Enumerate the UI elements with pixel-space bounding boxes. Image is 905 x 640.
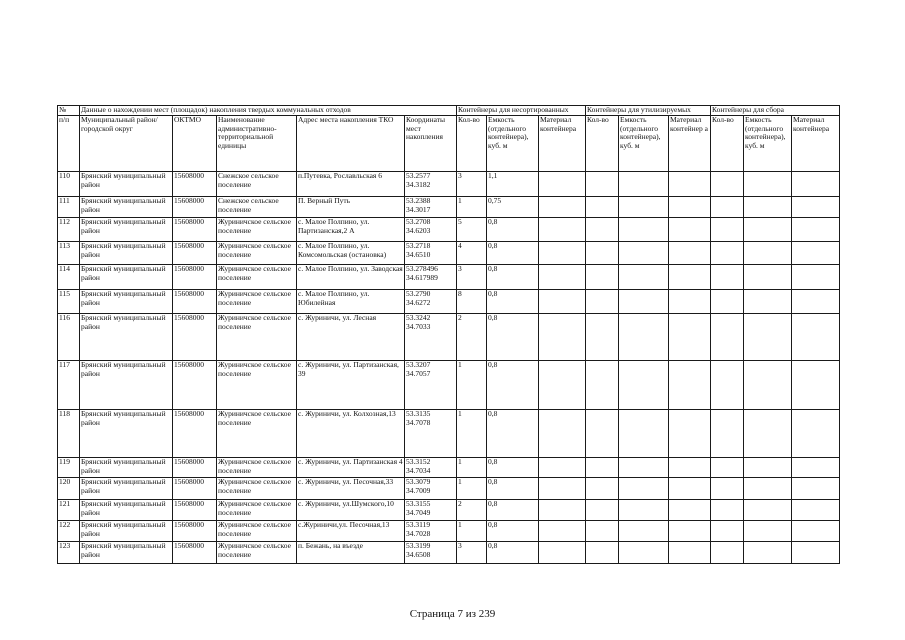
cell-material-recycle: [669, 521, 711, 542]
cell-material-recycle: [669, 242, 711, 265]
cell-qty-recycle: [586, 542, 619, 564]
cell-volume-recycle: [619, 410, 669, 458]
cell-qty: 1: [457, 478, 487, 500]
cell-coords: [405, 218, 457, 242]
cell-oktmo: 15608000: [173, 242, 217, 265]
cell-num: 123: [58, 542, 80, 564]
cell-district: Брянский муниципальный район: [80, 500, 173, 521]
cell-volume: 0,8: [487, 410, 539, 458]
cell-material-collect: [792, 314, 840, 361]
table-column-header-row: [58, 116, 840, 172]
col-header-material-recycle: Материал контейнер а: [669, 116, 711, 172]
cell-qty-collect: [711, 242, 744, 265]
col-header-material-unsorted: Материал контейнера: [539, 116, 586, 172]
col-header-coords: Координаты мест накопления: [405, 116, 457, 172]
cell-coords: [405, 290, 457, 314]
latitude: 53.3135: [406, 409, 431, 418]
cell-oktmo: 15608000: [173, 314, 217, 361]
cell-volume-recycle: [619, 542, 669, 564]
cell-qty: 1: [457, 361, 487, 410]
cell-material-recycle: [669, 290, 711, 314]
cell-num: 116: [58, 314, 80, 361]
cell-coords: [405, 542, 457, 564]
latitude: 53.2718: [406, 241, 431, 250]
group-header-recycle-containers: Контейнеры для утилизируемых: [586, 106, 711, 116]
cell-qty: 1: [457, 410, 487, 458]
latitude: 53.3199: [406, 541, 431, 550]
cell-oktmo: 15608000: [173, 265, 217, 290]
cell-volume: 0,8: [487, 500, 539, 521]
cell-qty-collect: [711, 542, 744, 564]
cell-qty-collect: [711, 197, 744, 218]
cell-material-collect: [792, 265, 840, 290]
waste-sites-table: [57, 105, 840, 564]
cell-oktmo: 15608000: [173, 172, 217, 197]
cell-address: с. Журиничи, ул. Лесная: [297, 314, 405, 361]
cell-qty: 3: [457, 265, 487, 290]
col-header-volume-unsorted: Емкость (отдельного контейнера), куб. м: [487, 116, 539, 172]
longitude: 34.3017: [406, 204, 431, 214]
cell-district: Брянский муниципальный район: [80, 218, 173, 242]
cell-settlement: Журиничское сельское поселение: [217, 242, 297, 265]
cell-num: 112: [58, 218, 80, 242]
cell-qty: 1: [457, 197, 487, 218]
cell-num: 120: [58, 478, 80, 500]
longitude: 34.6510: [406, 249, 431, 259]
col-header-district: Муниципальный район/городской округ: [80, 116, 173, 172]
table-row: [58, 410, 840, 458]
cell-address: с. Малое Полпино, ул. Юбилейная: [297, 290, 405, 314]
cell-district: Брянский муниципальный район: [80, 197, 173, 218]
cell-oktmo: 15608000: [173, 478, 217, 500]
group-header-unsorted-containers: Контейнеры для несортированных: [457, 106, 586, 116]
col-header-volume-collect: Емкость (отдельного контейнера), куб. м: [744, 116, 792, 172]
cell-volume-recycle: [619, 314, 669, 361]
cell-qty-recycle: [586, 314, 619, 361]
cell-volume-collect: [744, 314, 792, 361]
cell-material-collect: [792, 290, 840, 314]
cell-material: [539, 410, 586, 458]
latitude: 53.3119: [406, 520, 431, 529]
cell-volume-collect: [744, 410, 792, 458]
cell-qty: 2: [457, 500, 487, 521]
cell-material-collect: [792, 218, 840, 242]
cell-volume-collect: [744, 172, 792, 197]
longitude: 34.6272: [406, 297, 431, 307]
cell-num: 119: [58, 458, 80, 478]
cell-qty: 3: [457, 172, 487, 197]
cell-qty-collect: [711, 521, 744, 542]
cell-material-recycle: [669, 500, 711, 521]
cell-qty: 2: [457, 314, 487, 361]
cell-qty-collect: [711, 314, 744, 361]
cell-num: 115: [58, 290, 80, 314]
col-header-settlement: Наименование административно-территориальной единицы: [217, 116, 297, 172]
cell-volume: 0,8: [487, 478, 539, 500]
cell-num: 121: [58, 500, 80, 521]
table-row: [58, 265, 840, 290]
cell-volume: 0,8: [487, 458, 539, 478]
cell-qty-recycle: [586, 521, 619, 542]
cell-settlement: Журиничское сельское поселение: [217, 314, 297, 361]
cell-material: [539, 314, 586, 361]
cell-volume-recycle: [619, 218, 669, 242]
cell-settlement: Журиничское сельское поселение: [217, 265, 297, 290]
cell-volume-collect: [744, 265, 792, 290]
cell-district: Брянский муниципальный район: [80, 361, 173, 410]
cell-settlement: Журиничское сельское поселение: [217, 410, 297, 458]
cell-address: с. Малое Полпино, ул. Партизанская,2 А: [297, 218, 405, 242]
cell-settlement: Журиничское сельское поселение: [217, 521, 297, 542]
cell-qty-collect: [711, 500, 744, 521]
col-header-material-collect: Материал контейнера: [792, 116, 840, 172]
cell-oktmo: 15608000: [173, 197, 217, 218]
cell-qty-recycle: [586, 361, 619, 410]
cell-address: с. Журиничи, ул. Партизанская 4: [297, 458, 405, 478]
cell-material: [539, 242, 586, 265]
cell-volume-collect: [744, 500, 792, 521]
cell-material-collect: [792, 542, 840, 564]
cell-num: 114: [58, 265, 80, 290]
cell-material-recycle: [669, 197, 711, 218]
cell-district: Брянский муниципальный район: [80, 290, 173, 314]
cell-settlement: Журиничское сельское поселение: [217, 290, 297, 314]
cell-num: 110: [58, 172, 80, 197]
cell-coords: [405, 314, 457, 361]
cell-material: [539, 197, 586, 218]
group-header-site-info: Данные о нахождении мест (площадок) накопления твердых коммунальных отходов: [80, 106, 457, 116]
cell-volume-recycle: [619, 500, 669, 521]
cell-oktmo: 15608000: [173, 521, 217, 542]
cell-coords: [405, 197, 457, 218]
cell-material-collect: [792, 172, 840, 197]
latitude: 53.3155: [406, 499, 431, 508]
longitude: 34.6508: [406, 549, 431, 559]
table-row: [58, 197, 840, 218]
cell-qty-recycle: [586, 265, 619, 290]
longitude: 34.7078: [406, 417, 431, 427]
longitude: 34.7033: [406, 321, 431, 331]
cell-material-collect: [792, 500, 840, 521]
latitude: 53.2790: [406, 289, 431, 298]
cell-settlement: Журиничское сельское поселение: [217, 218, 297, 242]
longitude: 34.3182: [406, 179, 431, 189]
cell-oktmo: 15608000: [173, 500, 217, 521]
latitude: 53.278496: [406, 264, 438, 273]
cell-qty: 1: [457, 458, 487, 478]
latitude: 53.3207: [406, 360, 431, 369]
col-header-oktmo: ОКТМО: [173, 116, 217, 172]
cell-qty-collect: [711, 478, 744, 500]
cell-num: 111: [58, 197, 80, 218]
cell-num: 122: [58, 521, 80, 542]
latitude: 53.2708: [406, 217, 431, 226]
cell-oktmo: 15608000: [173, 218, 217, 242]
cell-volume-recycle: [619, 265, 669, 290]
cell-settlement: Снежское сельское поселение: [217, 172, 297, 197]
cell-settlement: Журиничское сельское поселение: [217, 458, 297, 478]
cell-address: с. Журиничи, ул. Партизанская, 39: [297, 361, 405, 410]
cell-oktmo: 15608000: [173, 361, 217, 410]
cell-district: Брянский муниципальный район: [80, 410, 173, 458]
cell-num: 118: [58, 410, 80, 458]
cell-volume-collect: [744, 361, 792, 410]
latitude: 53.2577: [406, 171, 431, 180]
col-header-qty-recycle: Кол-во: [586, 116, 619, 172]
cell-volume: 0,8: [487, 265, 539, 290]
cell-volume: 0,8: [487, 242, 539, 265]
cell-qty-recycle: [586, 410, 619, 458]
page-number: Страница 7 из 239: [409, 608, 496, 620]
cell-address: п. Бежань, на въезде: [297, 542, 405, 564]
table-row: [58, 521, 840, 542]
cell-volume-collect: [744, 290, 792, 314]
cell-qty-recycle: [586, 458, 619, 478]
col-header-num: п/п: [58, 116, 80, 172]
cell-volume-recycle: [619, 458, 669, 478]
cell-oktmo: 15608000: [173, 290, 217, 314]
longitude: 34.7034: [406, 465, 431, 475]
longitude: 34.6203: [406, 225, 431, 235]
cell-coords: [405, 478, 457, 500]
cell-qty: 4: [457, 242, 487, 265]
cell-volume-recycle: [619, 172, 669, 197]
cell-qty-collect: [711, 265, 744, 290]
cell-coords: [405, 458, 457, 478]
cell-district: Брянский муниципальный район: [80, 542, 173, 564]
table-row: [58, 218, 840, 242]
cell-volume-collect: [744, 242, 792, 265]
cell-volume-collect: [744, 218, 792, 242]
cell-volume: 0,8: [487, 521, 539, 542]
cell-material-recycle: [669, 314, 711, 361]
latitude: 53.3152: [406, 457, 431, 466]
cell-volume-recycle: [619, 242, 669, 265]
longitude: 34.7057: [406, 368, 431, 378]
cell-coords: [405, 410, 457, 458]
cell-qty-collect: [711, 410, 744, 458]
cell-settlement: Снежское сельское поселение: [217, 197, 297, 218]
cell-coords: [405, 361, 457, 410]
cell-qty-recycle: [586, 242, 619, 265]
cell-material-recycle: [669, 478, 711, 500]
cell-material: [539, 218, 586, 242]
table-group-header-row: [58, 106, 840, 116]
cell-address: с. Малое Полпино, ул. Комсомольская (остановка): [297, 242, 405, 265]
latitude: 53.3079: [406, 477, 431, 486]
cell-qty: 8: [457, 290, 487, 314]
table-row: [58, 172, 840, 197]
cell-settlement: Журиничское сельское поселение: [217, 361, 297, 410]
col-header-volume-recycle: Емкость (отдельного контейнера), куб. м: [619, 116, 669, 172]
cell-material: [539, 265, 586, 290]
cell-volume-collect: [744, 542, 792, 564]
cell-material: [539, 542, 586, 564]
cell-material: [539, 500, 586, 521]
cell-qty: 1: [457, 521, 487, 542]
cell-volume: 0,75: [487, 197, 539, 218]
cell-material-collect: [792, 478, 840, 500]
cell-material-collect: [792, 242, 840, 265]
cell-district: Брянский муниципальный район: [80, 314, 173, 361]
cell-material: [539, 172, 586, 197]
cell-qty-recycle: [586, 478, 619, 500]
table-body: [58, 172, 840, 564]
cell-material: [539, 458, 586, 478]
cell-material: [539, 361, 586, 410]
cell-volume-recycle: [619, 290, 669, 314]
cell-material: [539, 521, 586, 542]
cell-address: П. Верный Путь: [297, 197, 405, 218]
cell-qty-recycle: [586, 172, 619, 197]
cell-qty-recycle: [586, 290, 619, 314]
cell-material-recycle: [669, 410, 711, 458]
cell-material-recycle: [669, 458, 711, 478]
cell-material-recycle: [669, 265, 711, 290]
cell-volume-collect: [744, 478, 792, 500]
cell-volume-recycle: [619, 361, 669, 410]
group-header-num: №: [58, 106, 80, 116]
cell-volume: 0,8: [487, 218, 539, 242]
longitude: 34.7009: [406, 485, 431, 495]
cell-volume-recycle: [619, 197, 669, 218]
cell-qty-collect: [711, 218, 744, 242]
cell-volume-recycle: [619, 521, 669, 542]
longitude: 34.7028: [406, 528, 431, 538]
cell-address: с.Журиничи,ул. Песочная,13: [297, 521, 405, 542]
col-header-address: Адрес места накопления ТКО: [297, 116, 405, 172]
cell-address: с. Журиничи, ул. Колхозная,13: [297, 410, 405, 458]
cell-coords: [405, 242, 457, 265]
longitude: 34.7049: [406, 507, 431, 517]
cell-district: Брянский муниципальный район: [80, 521, 173, 542]
table-row: [58, 290, 840, 314]
cell-district: Брянский муниципальный район: [80, 242, 173, 265]
cell-volume: 0,8: [487, 361, 539, 410]
cell-qty: 5: [457, 218, 487, 242]
cell-material-recycle: [669, 172, 711, 197]
cell-material-recycle: [669, 218, 711, 242]
cell-district: Брянский муниципальный район: [80, 265, 173, 290]
cell-address: с. Журиничи, ул. Песочная,33: [297, 478, 405, 500]
cell-qty-recycle: [586, 500, 619, 521]
cell-oktmo: 15608000: [173, 410, 217, 458]
cell-material-collect: [792, 410, 840, 458]
table-row: [58, 500, 840, 521]
cell-address: с. Малое Полпино, ул. Заводская: [297, 265, 405, 290]
cell-qty-recycle: [586, 218, 619, 242]
col-header-qty-collect: Кол-во: [711, 116, 744, 172]
cell-address: с. Журиничи, ул.Шумского,10: [297, 500, 405, 521]
cell-qty-collect: [711, 458, 744, 478]
cell-qty-recycle: [586, 197, 619, 218]
cell-material: [539, 478, 586, 500]
cell-qty-collect: [711, 172, 744, 197]
cell-qty-collect: [711, 361, 744, 410]
cell-volume: 0,8: [487, 542, 539, 564]
cell-coords: [405, 265, 457, 290]
cell-volume: 0,8: [487, 314, 539, 361]
table-row: [58, 542, 840, 564]
cell-district: Брянский муниципальный район: [80, 172, 173, 197]
col-header-qty-unsorted: Кол-во: [457, 116, 487, 172]
latitude: 53.3242: [406, 313, 431, 322]
cell-material-recycle: [669, 361, 711, 410]
cell-qty: 3: [457, 542, 487, 564]
cell-volume: 0,8: [487, 290, 539, 314]
cell-qty-collect: [711, 290, 744, 314]
cell-material-collect: [792, 521, 840, 542]
table-row: [58, 361, 840, 410]
cell-settlement: Журиничское сельское поселение: [217, 478, 297, 500]
cell-material-collect: [792, 361, 840, 410]
cell-coords: [405, 172, 457, 197]
cell-material: [539, 290, 586, 314]
cell-coords: [405, 521, 457, 542]
table-row: [58, 458, 840, 478]
cell-district: Брянский муниципальный район: [80, 458, 173, 478]
cell-settlement: Журиничское сельское поселение: [217, 500, 297, 521]
cell-volume: 1,1: [487, 172, 539, 197]
table-row: [58, 314, 840, 361]
cell-volume-collect: [744, 458, 792, 478]
latitude: 53.2388: [406, 196, 431, 205]
longitude: 34.617989: [406, 272, 438, 282]
cell-settlement: Журиничское сельское поселение: [217, 542, 297, 564]
table-row: [58, 242, 840, 265]
cell-volume-collect: [744, 197, 792, 218]
cell-coords: [405, 500, 457, 521]
cell-material-collect: [792, 458, 840, 478]
cell-material-collect: [792, 197, 840, 218]
cell-address: п.Путевка, Рославльская 6: [297, 172, 405, 197]
cell-material-recycle: [669, 542, 711, 564]
cell-volume-recycle: [619, 478, 669, 500]
cell-district: Брянский муниципальный район: [80, 478, 173, 500]
table-row: [58, 478, 840, 500]
cell-num: 113: [58, 242, 80, 265]
group-header-collect-containers: Контейнеры для сбора: [711, 106, 840, 116]
cell-num: 117: [58, 361, 80, 410]
cell-volume-collect: [744, 521, 792, 542]
cell-oktmo: 15608000: [173, 458, 217, 478]
cell-oktmo: 15608000: [173, 542, 217, 564]
